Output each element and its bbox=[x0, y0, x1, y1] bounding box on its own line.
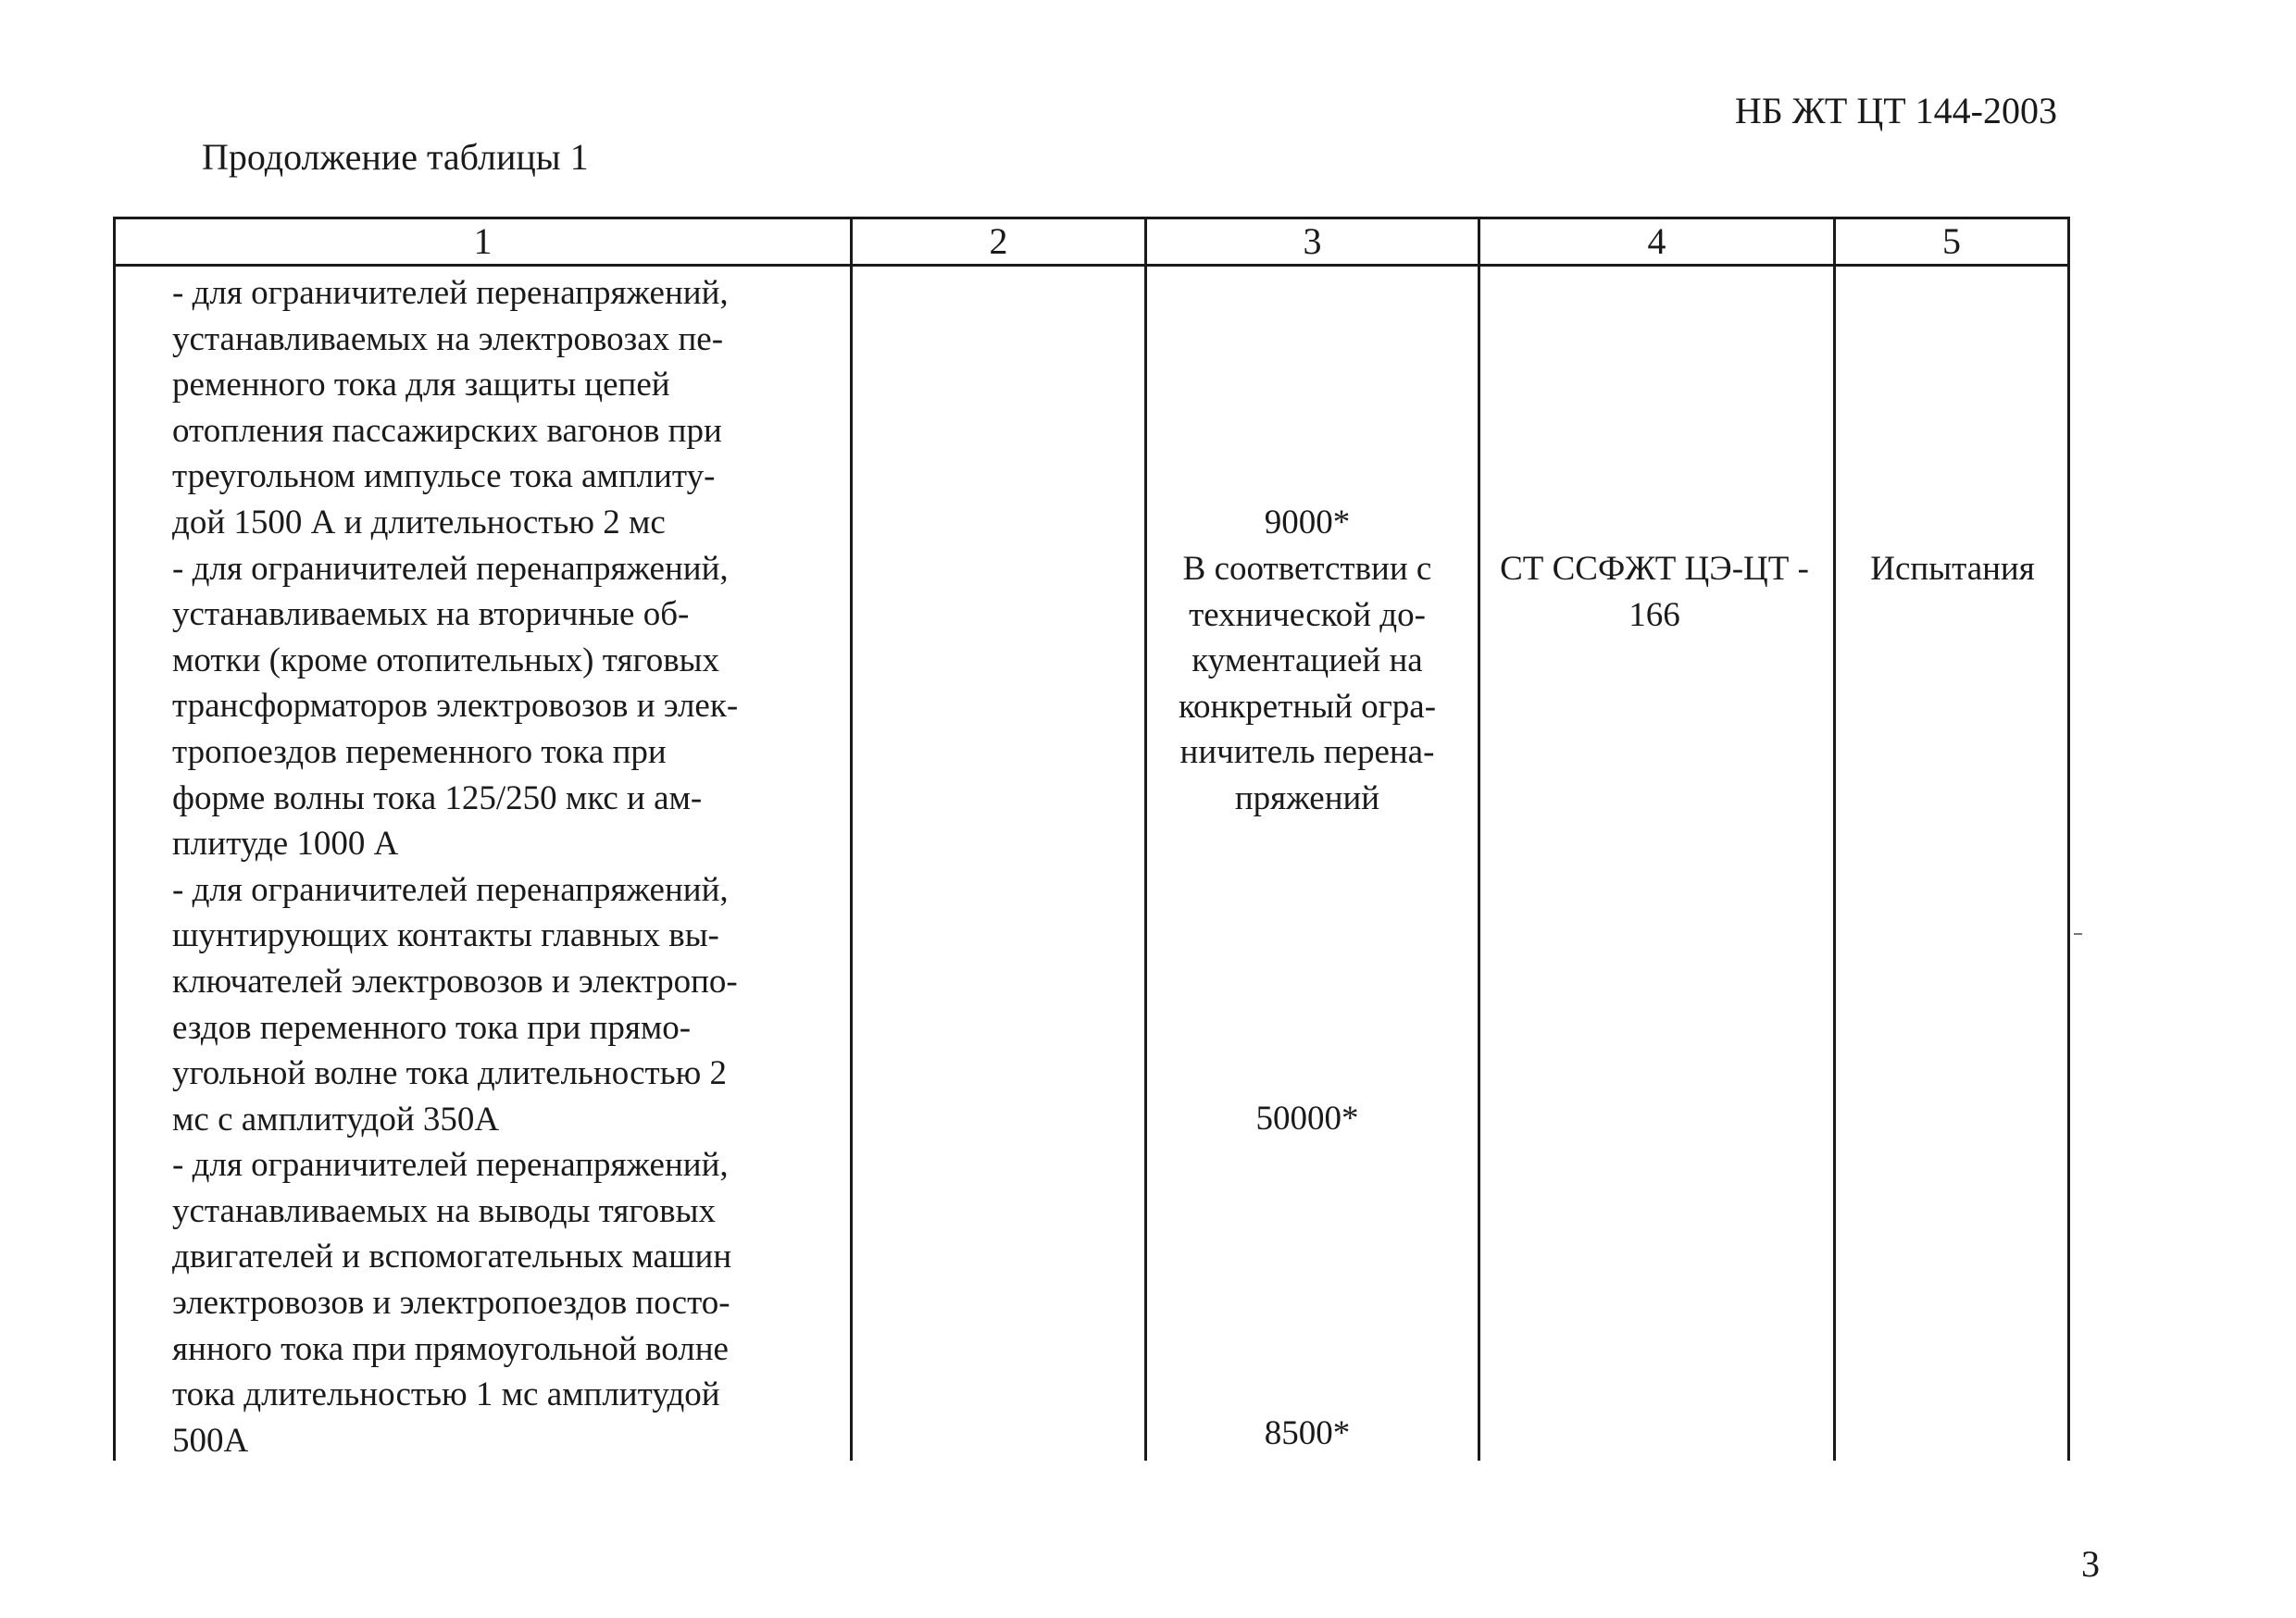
note-line: конкретный огра- bbox=[1178, 687, 1437, 726]
description-line: - для ограничителей перенапряжений, bbox=[172, 549, 729, 588]
column-divider-right-edge bbox=[2067, 217, 2070, 1461]
description-line: угольной волне тока длительностью 2 bbox=[172, 1054, 727, 1093]
note-line: ничитель перена- bbox=[1179, 733, 1435, 772]
column-header-5: 5 bbox=[1942, 220, 1961, 262]
column-3-note bbox=[1142, 546, 1472, 822]
description-line: плитуде 1000 А bbox=[172, 825, 399, 864]
description-line: устанавливаемых на электровозах пе- bbox=[172, 319, 724, 358]
column-3-value-8500: 8500* bbox=[1264, 1414, 1351, 1452]
description-line: дой 1500 А и длительностью 2 мс bbox=[172, 503, 666, 541]
note-line: технической до- bbox=[1189, 595, 1426, 634]
column-divider-2-3 bbox=[1144, 217, 1147, 1461]
description-line: - для ограничителей перенапряжений, bbox=[172, 870, 729, 909]
column-header-4: 4 bbox=[1647, 220, 1666, 262]
description-line: мотки (кроме отопительных) тяговых bbox=[172, 641, 720, 679]
description-line: - для ограничителей перенапряжений, bbox=[172, 1146, 729, 1185]
table-caption: Продолжение таблицы 1 bbox=[202, 136, 589, 178]
description-line: шунтирующих контакты главных вы- bbox=[172, 916, 719, 955]
column-divider-3-4 bbox=[1478, 217, 1480, 1461]
description-line: мс с амплитудой 350А bbox=[172, 1100, 500, 1139]
header-bottom-border bbox=[113, 264, 2070, 267]
description-line: отопления пассажирских вагонов при bbox=[172, 411, 722, 450]
description-line: - для ограничителей перенапряжений, bbox=[172, 274, 729, 312]
column-divider-4-5 bbox=[1833, 217, 1836, 1461]
column-4-standard-ref bbox=[1478, 546, 1831, 638]
note-line: пряжений bbox=[1234, 778, 1380, 817]
standard-line: СТ ССФЖТ ЦЭ-ЦТ - bbox=[1500, 550, 1809, 588]
description-line: электровозов и электропоездов посто- bbox=[172, 1284, 730, 1323]
description-line: 500А bbox=[172, 1421, 249, 1460]
description-line: двигателей и вспомогательных машин bbox=[172, 1238, 732, 1276]
column-1-description bbox=[172, 270, 904, 1463]
description-line: форме волны тока 125/250 мкс и ам- bbox=[172, 778, 703, 817]
note-line: В соответствии с bbox=[1182, 550, 1432, 588]
column-header-3: 3 bbox=[1303, 220, 1322, 262]
column-header-1: 1 bbox=[473, 220, 493, 262]
description-line: треугольном импульсе тока амплиту- bbox=[172, 457, 716, 496]
document-code: НБ ЖТ ЦТ 144-2003 bbox=[1734, 90, 2057, 131]
description-line: тока длительностью 1 мс амплитудой bbox=[172, 1375, 720, 1414]
description-line: устанавливаемых на вторичные об- bbox=[172, 595, 690, 634]
note-line: кументацией на bbox=[1192, 641, 1423, 680]
data-table bbox=[113, 217, 2070, 1461]
standard-line: 166 bbox=[1628, 595, 1680, 634]
column-5-method: Испытания bbox=[1870, 550, 2035, 588]
description-line: ездов переменного тока при прямо- bbox=[172, 1008, 692, 1047]
description-line: ключателей электровозов и электропо- bbox=[172, 962, 738, 1001]
description-line: устанавливаемых на выводы тяговых bbox=[172, 1191, 716, 1230]
description-line: тропоездов переменного тока при bbox=[172, 732, 667, 771]
column-header-2: 2 bbox=[989, 220, 1008, 262]
column-divider-left-edge bbox=[113, 217, 116, 1461]
page-number: 3 bbox=[2081, 1543, 2100, 1585]
description-line: ременного тока для защиты цепей bbox=[172, 366, 670, 404]
description-line: трансформаторов электровозов и элек- bbox=[172, 687, 739, 726]
column-3-value-50000: 50000* bbox=[1255, 1100, 1359, 1138]
stray-mark bbox=[2074, 933, 2082, 935]
column-3-value-9000: 9000* bbox=[1264, 504, 1351, 541]
description-line: янного тока при прямоугольной волне bbox=[172, 1329, 729, 1368]
